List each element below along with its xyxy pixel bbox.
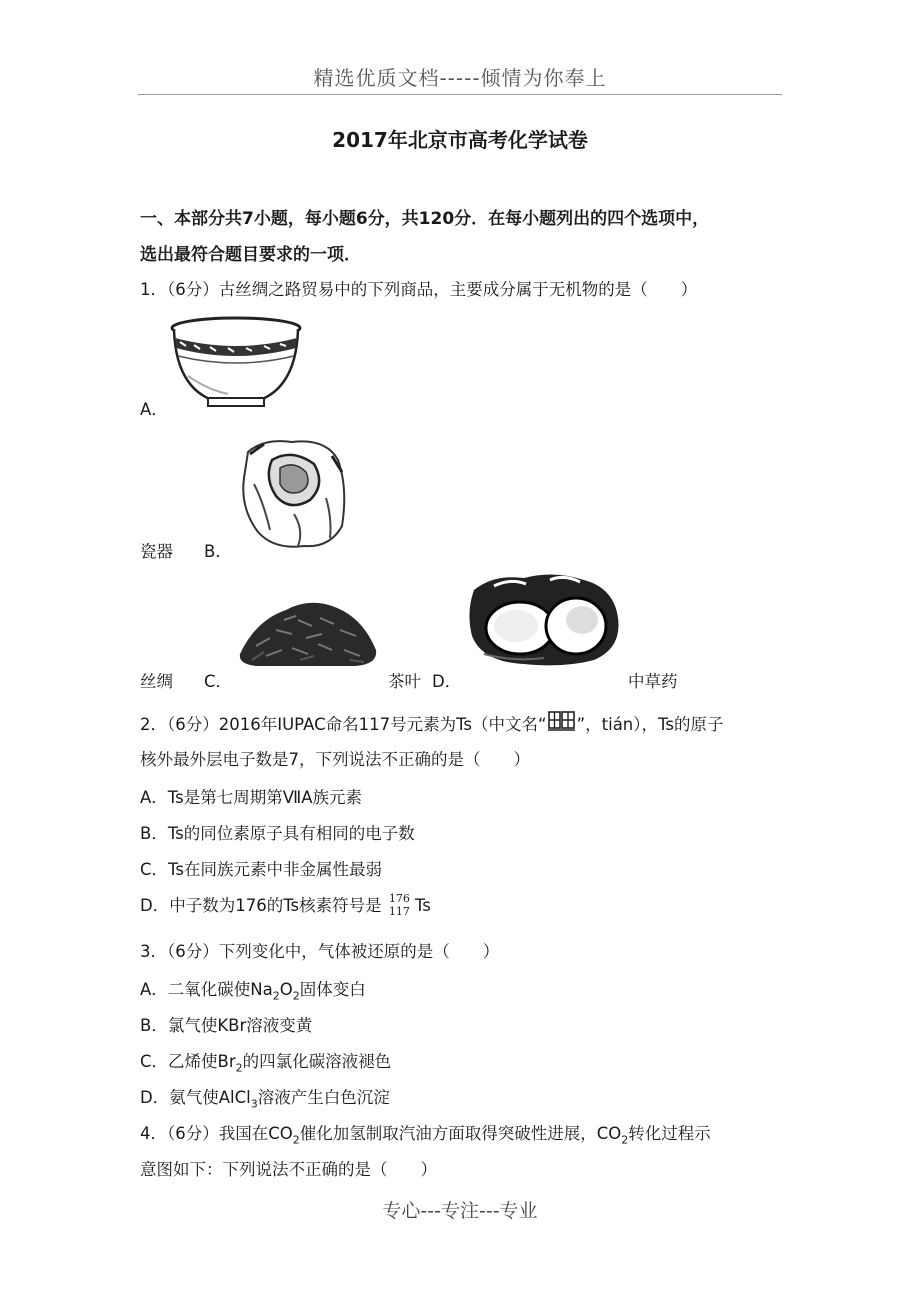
q1-option-d-name: 中草药 [628, 672, 678, 691]
nuclide-symbol: Ts [414, 896, 431, 915]
q3-option-a-pre: A．二氧化碳使Na [140, 980, 273, 999]
nuclide-mass-number: 176 [388, 892, 410, 905]
q3-option-c [140, 1048, 391, 1074]
q3-option-b: B．氯气使KBr溶液变黄 [140, 1016, 313, 1035]
q3-option-a-mid: O [279, 980, 293, 999]
q4-stem-mid: 催化加氢制取汽油方面取得突破性进展，CO [299, 1124, 622, 1143]
q4-stem-line1 [140, 1120, 711, 1146]
q1-image-porcelain-bowl [168, 316, 304, 410]
q4-stem-post: 转化过程示 [628, 1124, 711, 1143]
q2-option-a: A．Ts是第七周期第ⅦA族元素 [140, 788, 362, 807]
page-footer: 专心---专注---专业 [382, 1200, 538, 1222]
q1-option-a-label: A． [140, 400, 168, 419]
q4-stem-pre: 4．（6分）我国在CO [140, 1124, 293, 1143]
q3-stem: 3．（6分）下列变化中，气体被还原的是（ ） [140, 942, 500, 961]
section-instructions-line2: 选出最符合题目要求的一项． [140, 245, 361, 265]
nuclide-atomic-number: 117 [388, 905, 410, 918]
q1-option-a-name: 瓷器 [140, 542, 173, 561]
q3-option-a-post: 固体变白 [299, 980, 366, 999]
q1-option-c-name: 茶叶 [388, 672, 421, 691]
q3-option-c-pre: C．乙烯使Br [140, 1052, 236, 1071]
q2-stem-line1 [140, 708, 723, 735]
q3-option-c-sub: 2 [235, 1061, 243, 1075]
q1-stem: 1．（6分）古丝绸之路贸易中的下列商品，主要成分属于无机物的是（ ） [140, 280, 698, 299]
section-instructions-line1: 一、本部分共7小题，每小题6分，共120分．在每小题列出的四个选项中， [140, 209, 710, 229]
q4-stem-sub2: 2 [621, 1133, 629, 1147]
q2-stem-line2: 核外最外层电子数是7，下列说法不正确的是（ ） [140, 750, 530, 769]
q4-stem-line2: 意图如下：下列说法不正确的是（ ） [140, 1160, 437, 1179]
q2-option-c: C．Ts在同族元素中非金属性最弱 [140, 860, 382, 879]
q2-option-d [140, 892, 431, 919]
page-header: 精选优质文档-----倾情为你奉上 [313, 66, 607, 90]
header-divider [138, 94, 782, 95]
q2-option-b: B．Ts的同位素原子具有相同的电子数 [140, 824, 415, 843]
q3-option-a [140, 976, 366, 1002]
q1-image-herbal-medicine [464, 570, 624, 668]
q3-option-d-sub: 3 [250, 1097, 258, 1111]
q4-stem-sub1: 2 [292, 1133, 300, 1147]
tian-character-glyph-icon [547, 708, 577, 734]
q1-option-b-label: B． [204, 542, 232, 561]
q3-option-d-pre: D．氨气使AlCl [140, 1088, 251, 1107]
q1-image-tea-leaves [236, 590, 380, 668]
q2-stem-part2: ”，tián），Ts的原子 [576, 715, 724, 734]
page-title: 2017年北京市高考化学试卷 [332, 128, 588, 152]
q3-option-a-sub1: 2 [272, 989, 280, 1003]
q3-option-d [140, 1084, 390, 1110]
q1-image-silk [234, 434, 354, 552]
q2-stem-part1: 2．（6分）2016年IUPAC命名117号元素为Ts（中文名“ [140, 715, 547, 734]
q3-option-c-post: 的四氯化碳溶液褪色 [242, 1052, 392, 1071]
q3-option-a-sub2: 2 [292, 989, 300, 1003]
q2-option-d-text: D．中子数为176的Ts核素符号是 [140, 896, 382, 915]
q1-option-c-label: C． [204, 672, 233, 691]
nuclide-notation [387, 893, 415, 919]
q1-option-d-label: D． [432, 672, 462, 691]
q3-option-d-post: 溶液产生白色沉淀 [257, 1088, 390, 1107]
q1-option-b-name: 丝绸 [140, 672, 173, 691]
